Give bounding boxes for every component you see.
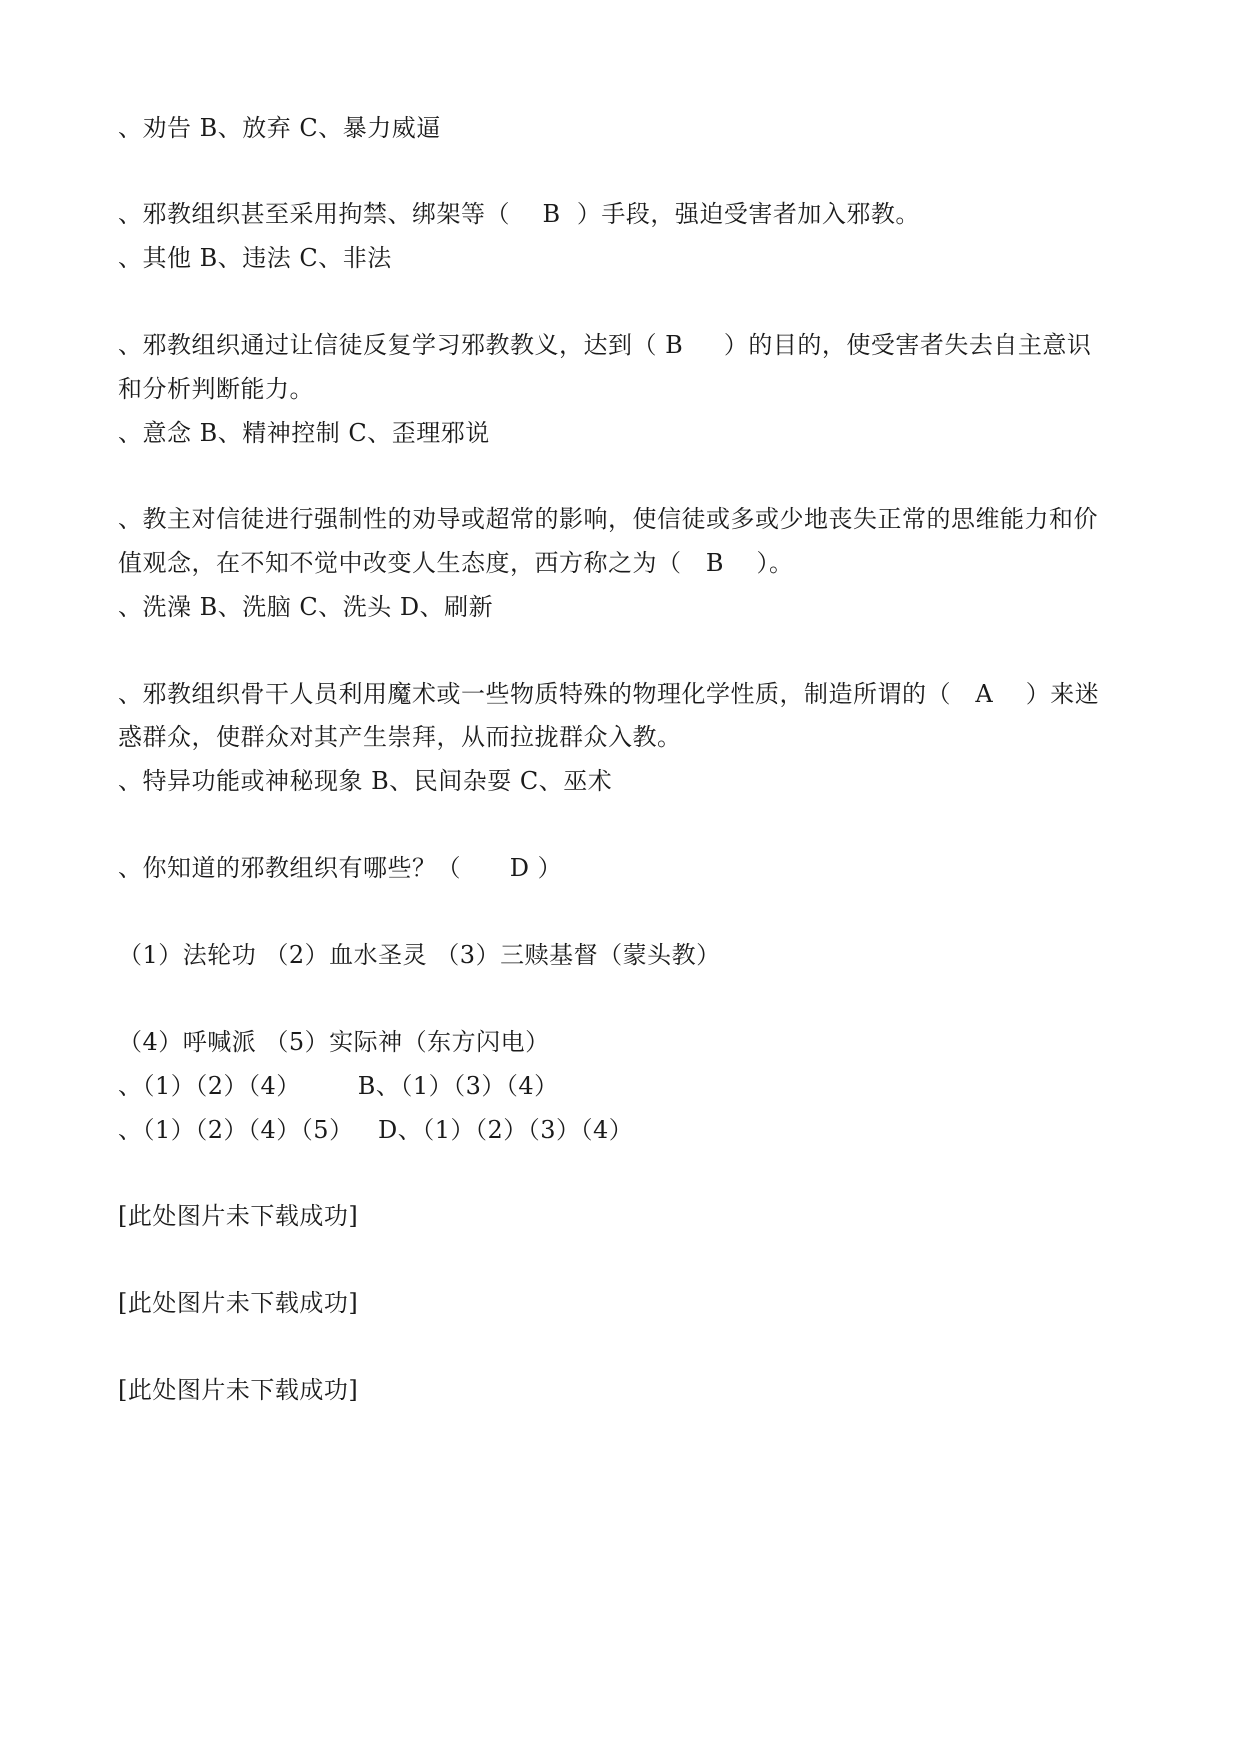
question-1-options: 、其他 B、违法 C、非法 xyxy=(118,244,392,272)
question-4-stem-line-2: 惑群众，使群众对其产生崇拜，从而拉拢群众入教。 xyxy=(118,723,682,751)
question-5-list-line-2: （4）呼喊派 （5）实际神（东方闪电） xyxy=(118,1028,550,1056)
question-4-options: 、特异功能或神秘现象 B、民间杂耍 C、巫术 xyxy=(118,767,613,795)
question-1-stem: 、邪教组织甚至采用拘禁、绑架等（ B ）手段，强迫受害者加入邪教。 xyxy=(118,200,920,228)
question-2-stem-line-2: 和分析判断能力。 xyxy=(118,375,314,403)
missing-image-placeholder: [此处图片未下载成功] xyxy=(118,1289,359,1317)
question-2-stem-line-1: 、邪教组织通过让信徒反复学习邪教教义，达到（ B ）的目的，使受害者失去自主意识 xyxy=(118,331,1092,359)
question-prev-options: 、劝告 B、放弃 C、暴力威逼 xyxy=(118,114,441,142)
question-2-options: 、意念 B、精神控制 C、歪理邪说 xyxy=(118,419,490,447)
question-5-options-line-1: 、（1）（2）（4） B、（1）（3）（4） xyxy=(118,1072,559,1100)
missing-image-placeholder: [此处图片未下载成功] xyxy=(118,1202,359,1230)
question-3-stem-line-2: 值观念，在不知不觉中改变人生态度，西方称之为（ B ）。 xyxy=(118,549,794,577)
question-3-stem-line-1: 、教主对信徒进行强制性的劝导或超常的影响，使信徒或多或少地丧失正常的思维能力和价 xyxy=(118,505,1098,533)
question-5-options-line-2: 、（1）（2）（4）（5） D、（1）（2）（3）（4） xyxy=(118,1116,634,1144)
question-5-stem: 、你知道的邪教组织有哪些？（ D ） xyxy=(118,854,563,882)
question-4-stem-line-1: 、邪教组织骨干人员利用魔术或一些物质特殊的物理化学性质，制造所谓的（ A ）来迷 xyxy=(118,680,1100,708)
question-3-options: 、洗澡 B、洗脑 C、洗头 D、刷新 xyxy=(118,593,494,621)
question-5-list-line-1: （1）法轮功 （2）血水圣灵 （3）三赎基督（蒙头教） xyxy=(118,941,721,969)
missing-image-placeholder: [此处图片未下载成功] xyxy=(118,1376,359,1404)
